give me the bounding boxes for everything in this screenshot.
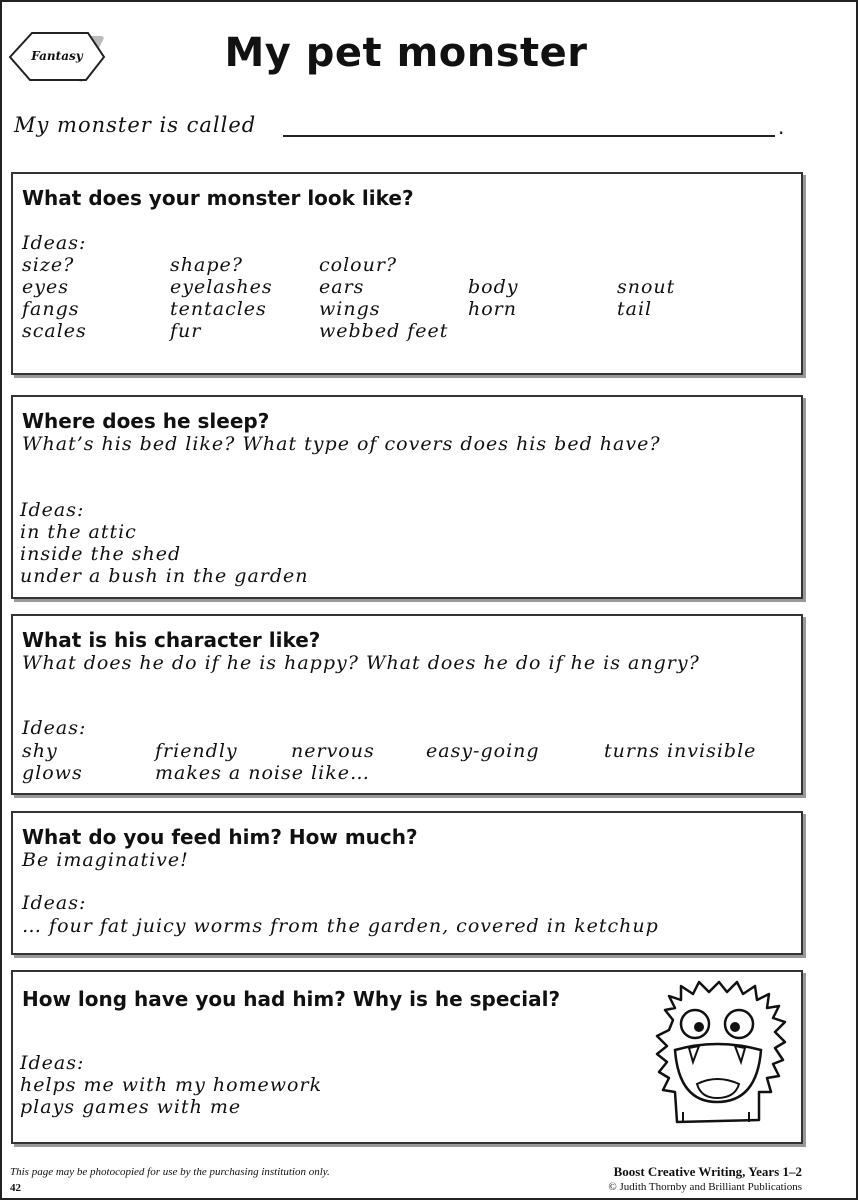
monster-name-period: .	[778, 115, 785, 139]
page-title: My pet monster	[224, 30, 588, 76]
idea-item: friendly	[155, 740, 238, 762]
ideas-label: Ideas:	[22, 232, 87, 254]
idea-item: snout	[617, 276, 676, 298]
idea-item: … four fat juicy worms from the garden, covered in ketchup	[22, 915, 659, 937]
idea-item: eyelashes	[170, 276, 273, 298]
idea-item: turns invisible	[604, 740, 757, 762]
idea-item: in the attic	[20, 521, 137, 543]
idea-item: horn	[468, 298, 517, 320]
ideas-label: Ideas:	[20, 499, 85, 521]
idea-item: size?	[22, 254, 75, 276]
ideas-label: Ideas:	[22, 892, 87, 914]
idea-item: ears	[319, 276, 365, 298]
idea-item: nervous	[291, 740, 375, 762]
idea-item: helps me with my homework	[20, 1074, 323, 1096]
section-character	[11, 614, 803, 795]
monster-illustration	[653, 980, 793, 1130]
idea-item: inside the shed	[20, 543, 182, 565]
idea-item: makes a noise like…	[155, 762, 370, 784]
book-title: Boost Creative Writing, Years 1–2	[613, 1164, 802, 1179]
section-question: How long have you had him? Why is he special?	[22, 987, 561, 1011]
section-prompt: What’s his bed like? What type of covers does his bed have?	[22, 433, 661, 455]
section-question: What do you feed him? How much?	[22, 825, 418, 849]
page-number: 42	[10, 1182, 21, 1194]
idea-item: wings	[319, 298, 381, 320]
idea-item: webbed feet	[319, 320, 449, 342]
section-question: What is his character like?	[22, 628, 321, 652]
fantasy-badge-label: Fantasy	[31, 49, 83, 63]
idea-item: shape?	[170, 254, 243, 276]
monster-name-write-line[interactable]	[283, 135, 775, 137]
section-question: Where does he sleep?	[22, 409, 270, 433]
idea-item: under a bush in the garden	[20, 565, 309, 587]
idea-item: fangs	[22, 298, 80, 320]
section-question: What does your monster look like?	[22, 186, 414, 210]
idea-item: fur	[170, 320, 202, 342]
section-sleep	[11, 395, 803, 599]
section-special	[11, 970, 803, 1144]
idea-item: eyes	[22, 276, 69, 298]
photocopy-notice: This page may be photocopied for use by the purchasing institution only.	[10, 1166, 330, 1178]
section-feeding	[11, 811, 803, 955]
idea-item: easy-going	[426, 740, 540, 762]
monster-name-prompt: My monster is called	[14, 113, 257, 137]
idea-item: tentacles	[170, 298, 267, 320]
ideas-label: Ideas:	[22, 717, 87, 739]
idea-item: shy	[22, 740, 58, 762]
idea-item: colour?	[319, 254, 398, 276]
section-appearance	[11, 172, 803, 375]
idea-item: scales	[22, 320, 87, 342]
section-prompt: What does he do if he is happy? What does he do if he is angry?	[22, 652, 700, 674]
idea-item: plays games with me	[20, 1096, 242, 1118]
ideas-label: Ideas:	[20, 1052, 85, 1074]
copyright-notice: © Judith Thornby and Brilliant Publications	[608, 1181, 802, 1193]
section-prompt: Be imaginative!	[22, 849, 189, 871]
idea-item: body	[468, 276, 519, 298]
idea-item: glows	[22, 762, 83, 784]
idea-item: tail	[617, 298, 653, 320]
